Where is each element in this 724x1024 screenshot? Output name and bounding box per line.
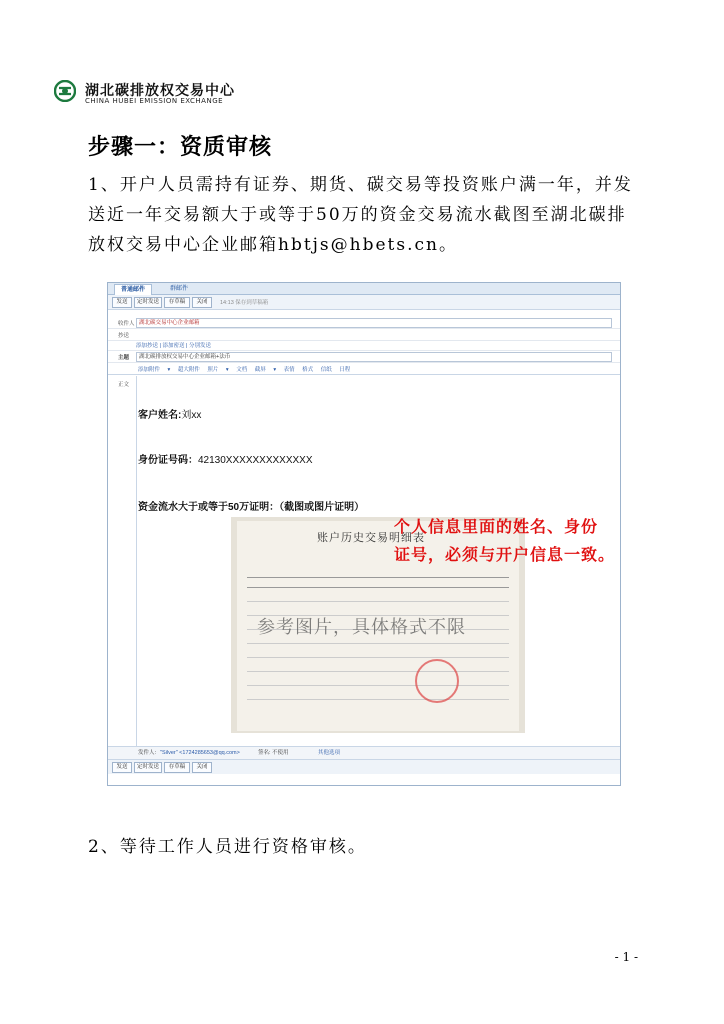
- attach-label[interactable]: 添加附件: [138, 367, 161, 373]
- cc-links[interactable]: 添加抄送 | 添加密送 | 分别发送: [136, 343, 211, 349]
- org-name-en: CHINA HUBEI EMISSION EXCHANGE: [85, 97, 224, 105]
- page-number: - 1 -: [614, 950, 638, 964]
- id-value: 42130XXXXXXXXXXXXX: [198, 455, 313, 466]
- doc-label[interactable]: 文档: [236, 367, 248, 373]
- flow-label: 资金流水大于或等于50万证明：（截图或图片证明）: [138, 502, 365, 513]
- table-rule: [247, 671, 509, 672]
- more-options-link[interactable]: 其他选项: [318, 750, 341, 756]
- save-draft-button-bottom[interactable]: 存草稿: [164, 762, 190, 773]
- big-attach-label[interactable]: 超大附件: [177, 367, 200, 373]
- body-content: [136, 376, 620, 746]
- step-heading: 步骤一：资质审核: [88, 134, 273, 160]
- email-screenshot: [107, 282, 621, 786]
- body-gutter: [108, 376, 137, 746]
- send-button[interactable]: 发送: [112, 297, 132, 308]
- id-label: 身份证号码：: [138, 455, 198, 466]
- subject-field[interactable]: 湖北碳排放权交易中心企业邮箱+法币: [136, 352, 612, 362]
- email-body-editor[interactable]: [108, 376, 620, 746]
- logo-icon: [54, 80, 76, 102]
- red-note-line: 个人信息里面的姓名、身份: [394, 517, 599, 536]
- tab-group-mail[interactable]: 群邮件: [170, 286, 189, 292]
- save-draft-button[interactable]: 存草稿: [164, 297, 190, 308]
- body-label: 正文: [118, 382, 130, 388]
- statement-title: 账户历史交易明细表: [317, 531, 425, 544]
- paragraph-1: [88, 170, 648, 260]
- saved-note: 14:13 保存到草稿箱: [220, 300, 269, 306]
- id-line: [138, 451, 313, 466]
- close-button-bottom[interactable]: 关闭: [192, 762, 212, 773]
- tab-normal-mail[interactable]: 普通邮件: [114, 284, 152, 295]
- schedule-label[interactable]: 日程: [339, 367, 351, 373]
- sender-select[interactable]: "Silver" <1724285653@qq.com>: [160, 750, 240, 756]
- red-note: [394, 513, 615, 569]
- to-field[interactable]: 湖北碳交易中心企业邮箱: [136, 318, 612, 328]
- paragraph-2: 2、等待工作人员进行资格审核。: [88, 837, 367, 857]
- screenshot-label[interactable]: 截屏: [254, 367, 266, 373]
- paragraph-1-line: 送近一年交易额大于或等于50万的资金交易流水截图至湖北碳排: [88, 205, 627, 225]
- format-label[interactable]: 格式: [302, 367, 314, 373]
- paragraph-1-line: 1、开户人员需持有证券、期货、碳交易等投资账户满一年，并发: [88, 175, 633, 195]
- table-rule: [247, 587, 509, 588]
- watermark-text: 参考图片，具体格式不限: [257, 617, 466, 637]
- paragraph-1-line: 放权交易中心企业邮箱hbtjs@hbets.cn。: [88, 235, 458, 255]
- table-rule: [247, 657, 509, 658]
- sign-label: 签名:: [258, 750, 271, 756]
- format-toolbar: [108, 363, 620, 375]
- attach-tool[interactable]: 添加附件 ▾ 超大附件 照片 ▾ 文档 截屏 ▾ 表情 格式 信纸 日程: [138, 367, 351, 373]
- red-note-line: 证号，必须与开户信息一致。: [394, 545, 616, 564]
- name-label: 客户姓名:: [138, 410, 182, 421]
- org-name-cn: 湖北碳排放权交易中心: [85, 83, 235, 99]
- bottom-toolbar: [108, 759, 620, 774]
- name-value: 刘xx: [181, 410, 202, 421]
- table-rule: [247, 577, 509, 578]
- to-row: [108, 317, 620, 329]
- cc-links-row: [108, 339, 620, 351]
- sign-select[interactable]: 不使用: [272, 750, 289, 756]
- sender-bar: [108, 746, 620, 759]
- sender-label: 发件人:: [138, 750, 157, 756]
- to-label: 收件人: [118, 321, 135, 327]
- subject-label: 主题: [118, 355, 130, 361]
- scheduled-send-button[interactable]: 定时发送: [134, 297, 162, 308]
- name-line: [138, 406, 201, 421]
- table-rule: [247, 699, 509, 700]
- table-rule: [247, 601, 509, 602]
- close-button[interactable]: 关闭: [192, 297, 212, 308]
- photo-label[interactable]: 照片: [207, 367, 219, 373]
- cc-label: 抄送: [118, 333, 130, 339]
- table-rule: [247, 643, 509, 644]
- compose-tabs: [108, 283, 620, 295]
- scheduled-send-button-bottom[interactable]: 定时发送: [134, 762, 162, 773]
- stationery-label[interactable]: 信纸: [320, 367, 332, 373]
- subject-row: [108, 351, 620, 363]
- table-rule: [247, 685, 509, 686]
- red-seal: [415, 659, 459, 703]
- send-button-bottom[interactable]: 发送: [112, 762, 132, 773]
- emoji-label[interactable]: 表情: [283, 367, 295, 373]
- top-toolbar: [108, 295, 620, 310]
